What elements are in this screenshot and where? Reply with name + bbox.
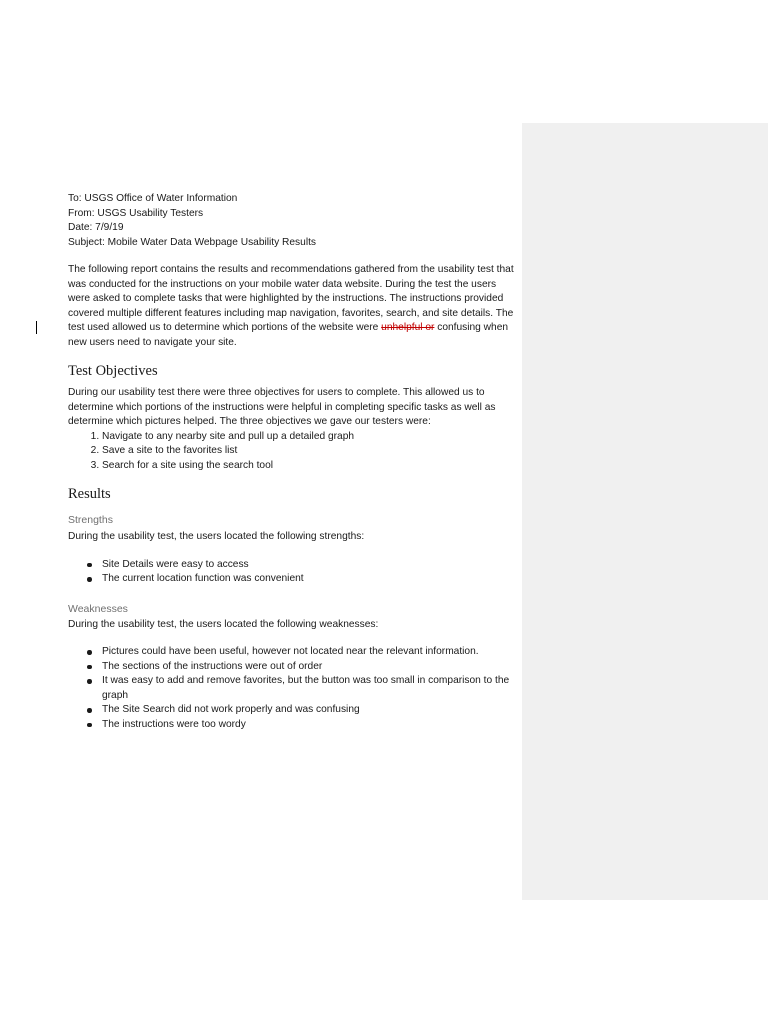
- bullet-icon: [87, 723, 92, 728]
- weaknesses-list: [68, 645, 520, 732]
- list-item: The Site Search did not work properly and was confusing: [102, 703, 520, 718]
- bullet-icon: [87, 650, 92, 655]
- intro-text-after: confusing when new users need to navigate your site.: [68, 322, 509, 348]
- tracked-deletion: unhelpful or: [381, 322, 435, 333]
- heading-test-objectives: Test Objectives: [68, 363, 158, 379]
- objectives-list: [68, 430, 520, 474]
- strengths-list: [68, 558, 520, 587]
- list-item: The current location function was convenient: [102, 572, 520, 587]
- list-item: The sections of the instructions were out of order: [102, 660, 520, 675]
- heading-results: Results: [68, 486, 111, 502]
- memo-subject: Subject: Mobile Water Data Webpage Usability Results: [68, 236, 317, 248]
- memo-header: [68, 192, 520, 250]
- document-body: [68, 192, 520, 732]
- list-item: The instructions were too wordy: [102, 718, 520, 733]
- bullet-icon: [87, 563, 92, 568]
- list-item: Pictures could have been useful, however not located near the relevant information.: [102, 645, 520, 660]
- intro-paragraph: [68, 263, 520, 350]
- comment-pane: [522, 123, 768, 900]
- list-item: 3. Search for a site using the search tool: [102, 459, 520, 474]
- list-item: 1. Navigate to any nearby site and pull up a detailed graph: [102, 430, 520, 445]
- bullet-icon: [87, 679, 92, 684]
- objectives-paragraph: During our usability test there were three objectives for users to complete. This allowed us to determine which portions of the instructions were helpful in completing specific tasks as well as determine which pictures helped. The three objectives we gave our testers were:: [68, 387, 496, 427]
- list-item: 2. Save a site to the favorites list: [102, 444, 520, 459]
- heading-weaknesses: Weaknesses: [68, 602, 128, 615]
- bullet-icon: [87, 577, 92, 582]
- memo-to: To: USGS Office of Water Information: [68, 193, 238, 204]
- list-item: Site Details were easy to access: [102, 558, 520, 573]
- heading-strengths: Strengths: [68, 514, 113, 526]
- weaknesses-intro: During the usability test, the users located the following weaknesses:: [68, 618, 379, 630]
- revision-change-bar: [36, 321, 37, 334]
- bullet-icon: [87, 708, 92, 713]
- bullet-icon: [87, 665, 92, 670]
- strengths-intro: During the usability test, the users located the following strengths:: [68, 531, 365, 542]
- intro-text-before: The following report contains the results and recommendations gathered from the usability test that was conducted for the instructions on your mobile water data website. During the test the users were asked to complete tasks that were highlighted by the instructions. The instructions provided covered multiple different features including map navigation, favorites, search, and site details. The test used allowed us to determine which portions of the website were: [68, 264, 514, 333]
- memo-from: From: USGS Usability Testers: [68, 207, 204, 219]
- memo-date: Date: 7/9/19: [68, 222, 124, 233]
- list-item: It was easy to add and remove favorites, but the button was too small in comparison to the graph: [102, 674, 520, 703]
